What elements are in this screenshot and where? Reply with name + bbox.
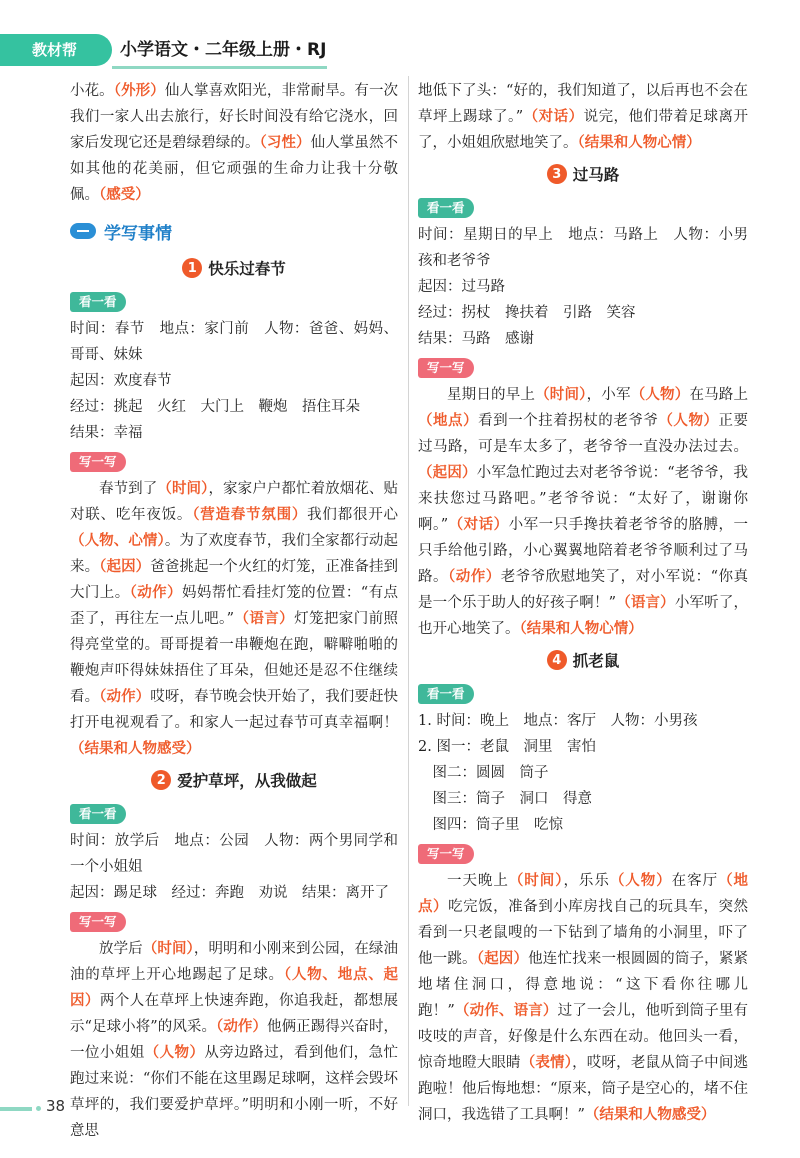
annotation-tag: （对话）: [523, 108, 584, 125]
essay-paragraph: [70, 476, 398, 762]
book-title: 小学语文・二年级上册・RJ: [120, 40, 327, 60]
text-run: 他俩正踢得兴奋时，一位小姐姐: [70, 1019, 399, 1061]
look-label: 看一看: [70, 292, 126, 312]
text-run: 小军听了，也开心地笑了。: [418, 595, 749, 637]
look-line: 2. 图一：老鼠 洞里 害怕: [418, 739, 596, 755]
annotation-tag: （人物）: [658, 412, 719, 429]
annotation-tag: （时间）: [142, 940, 194, 957]
annotation-tag: （人物、心情）: [70, 532, 165, 549]
annotation-tag: （动作）: [216, 1018, 268, 1035]
subsection-3-title: 过马路: [572, 166, 620, 184]
annotation-tag: （人物、地点、起因）: [70, 966, 399, 1009]
look-label: 看一看: [418, 198, 474, 218]
annotation-tag: （结果和人物心情）: [577, 134, 701, 151]
subsection-1-title: 快乐过春节: [208, 260, 286, 278]
intro-paragraph: [70, 78, 398, 208]
text-run: 两个人在草坪上快速奔跑，你追我赶，都想展示“足球小将”的风采。: [70, 993, 399, 1035]
annotation-tag: （结果和人物感受）: [70, 740, 201, 757]
annotation-tag: （感受）: [99, 186, 150, 203]
text-run: 一天晚上: [447, 873, 509, 889]
text-run: 吃完饭，准备到小库房找自己的玩具车，突然看到一只老鼠嗖的一下钻到了墙角的小洞里，吓了他一跳。: [418, 899, 749, 967]
text-run: 他连忙找来一根圆圆的筒子，紧紧地堵住洞口，得意地说：“这下看你往哪儿跑！”: [418, 951, 749, 1019]
annotation-tag: （时间）: [535, 386, 587, 403]
look-line: 图四：筒子里 吃惊: [418, 817, 563, 833]
subsection-2-title: 爱护草坪，从我做起: [177, 772, 317, 790]
write-label: 写一写: [70, 452, 126, 472]
annotation-tag: （地点）: [418, 872, 749, 915]
annotation-tag: （结果和人物感受）: [584, 1106, 716, 1123]
footer-dot: [36, 1106, 41, 1111]
right-column: [418, 78, 748, 1128]
look-line: 时间：放学后 地点：公园 人物：两个男同学和一个小姐姐: [70, 833, 398, 875]
look-line: 图二：圆圆 筒子: [418, 765, 549, 781]
text-run: 哎呀，春节晚会快开始了，我们要赶快打开电视观看了。和家人一起过春节可真幸福啊！: [70, 689, 399, 731]
annotation-tag: （人物）: [144, 1044, 205, 1061]
number-circle-icon: 1: [182, 258, 202, 278]
text-run: ，哎呀，老鼠从筒子中间逃跑啦！他后悔地想：“原来，筒子是空心的，堵不住洞口，我选错了工具啊！”: [418, 1055, 749, 1123]
essay-paragraph: [418, 382, 748, 642]
annotation-tag: （地点）: [418, 412, 479, 429]
text-run: 仙人掌虽然不如其他的花美丽，但它顽强的生命力让我十分敬佩。: [70, 135, 399, 203]
annotation-tag: （表情）: [520, 1054, 573, 1071]
annotation-tag: （习性）: [259, 134, 311, 151]
look-line: 1. 时间：晚上 地点：客厅 人物：小男孩: [418, 713, 698, 729]
text-run: 放学后: [99, 941, 143, 957]
text-run: 过了一会儿，他听到筒子里有吱吱的声音，好像是什么东西在动。他回头一看，惊奇地瞪大眼睛: [418, 1003, 749, 1071]
text-run: 老爷爷欣慰地笑了，对小军说：“你真是一个乐于助人的好孩子啊！”: [418, 569, 748, 611]
number-circle-icon: 3: [547, 164, 567, 184]
left-column: [70, 78, 398, 1144]
annotation-tag: （语言）: [616, 594, 675, 611]
write-label: 写一写: [418, 844, 474, 864]
page-header: [0, 34, 800, 74]
text-run: 春节到了: [99, 481, 158, 497]
write-label: 写一写: [70, 912, 126, 932]
subsection-4-header: [418, 644, 748, 676]
annotation-tag: （动作）: [129, 584, 182, 601]
look-label: 看一看: [70, 804, 126, 824]
look-line: 结果：马路 感谢: [418, 331, 534, 347]
continued-paragraph: [418, 78, 748, 156]
look-label: 看一看: [418, 684, 474, 704]
look-line: 时间：星期日的早上 地点：马路上 人物：小男孩和老爷爷: [418, 227, 748, 269]
annotation-tag: （动作）: [447, 568, 501, 585]
look-line: 结果：幸福: [70, 425, 143, 441]
look-line: 起因：欢度春节: [70, 373, 172, 389]
text-run: 我们都很开心: [307, 507, 399, 523]
text-run: 小军一只手搀扶着老爷爷的胳膊，一只手给他引路，小心翼翼地陪着老爷爷顺利过了马路。: [418, 517, 749, 585]
annotation-tag: （动作、语言）: [454, 1002, 558, 1019]
text-run: 小花。: [70, 83, 114, 99]
write-label: 写一写: [418, 358, 474, 378]
subsection-4-title: 抓老鼠: [572, 652, 620, 670]
footer-bar: [0, 1107, 32, 1111]
annotation-tag: （起因）: [476, 950, 529, 967]
section-title: 学写事情: [104, 223, 172, 244]
subsection-3-header: [418, 158, 748, 190]
look-line: 经过：拐杖 搀扶着 引路 笑容: [418, 305, 636, 321]
number-circle-icon: 2: [151, 770, 171, 790]
column-divider: [408, 76, 409, 1106]
annotation-tag: （对话）: [448, 516, 509, 533]
text-run: 小军急忙跑过去对老爷爷说：“老爷爷，我来扶您过马路吧。”老爷爷说：“太好了，谢谢你啊。”: [418, 465, 748, 533]
text-run: ，家家户户都忙着放烟花、贴对联、吃年夜饭。: [70, 481, 399, 523]
page-number: 38: [46, 1097, 66, 1115]
header-underline: [112, 66, 327, 69]
subsection-1-header: [70, 252, 398, 284]
text-run: 地低下了头：“好的，我们知道了，以后再也不会在草坪上踢球了。”: [418, 83, 748, 125]
text-run: 说完，他们带着足球离开了，小姐姐欣慰地笑了。: [418, 109, 748, 151]
annotation-tag: （起因）: [418, 464, 477, 481]
look-line: 起因：过马路: [418, 279, 505, 295]
look-line: 时间：春节 地点：家门前 人物：爸爸、妈妈、哥哥、妹妹: [70, 321, 398, 363]
section-minus-icon: [70, 223, 96, 239]
text-run: 妈妈帮忙看挂灯笼的位置：“有点歪了，再往左一点儿吧。”: [70, 585, 398, 627]
text-run: 正要过马路，可是车太多了，老爷爷一直没办法过去。: [418, 413, 749, 455]
book-badge: 教材帮: [0, 34, 112, 66]
essay-paragraph: [418, 868, 748, 1128]
text-run: ，明明和小刚来到公园，在绿油油的草坪上开心地踢起了足球。: [70, 941, 399, 983]
text-run: 星期日的早上: [447, 387, 536, 403]
number-circle-icon: 4: [547, 650, 567, 670]
text-run: 仙人掌喜欢阳光，非常耐旱。有一次我们一家人出去旅行，好长时间没有给它浇水，回家后发现它还是碧绿碧绿的。: [70, 83, 399, 151]
text-run: ，小军: [586, 387, 631, 403]
text-run: 看到一个拄着拐杖的老爷爷: [478, 413, 659, 429]
essay-paragraph: [70, 936, 398, 1144]
annotation-tag: （人物）: [630, 386, 690, 403]
text-run: 从旁边路过，看到他们，急忙跑过来说：“你们不能在这里踢足球啊，这样会毁坏草坪的，我们要爱护草坪。”明明和小刚一听，不好意思: [70, 1045, 399, 1139]
look-line: 经过：挑起 火红 大门上 鞭炮 捂住耳朵: [70, 399, 360, 415]
annotation-tag: （人物）: [609, 872, 672, 889]
annotation-tag: （营造春节氛围）: [192, 506, 308, 523]
subsection-2-header: [70, 764, 398, 796]
annotation-tag: （起因）: [99, 558, 151, 575]
text-run: 灯笼把家门前照得亮堂堂的。哥哥提着一串鞭炮在跑，噼噼啪啪的鞭炮声吓得妹妹捂住了耳朵，但她还是忍不住继续看。: [70, 611, 399, 705]
section-header: [70, 214, 398, 248]
annotation-tag: （时间）: [508, 872, 564, 889]
text-run: 爸爸挑起一个火红的灯笼，正准备挂到大门上。: [70, 559, 399, 601]
annotation-tag: （结果和人物心情）: [519, 620, 643, 637]
look-line: 图三：筒子 洞口 得意: [418, 791, 592, 807]
annotation-tag: （时间）: [157, 480, 209, 497]
annotation-tag: （动作）: [99, 688, 151, 705]
text-run: ，乐乐: [563, 873, 610, 889]
text-run: 在客厅: [671, 873, 719, 889]
look-line: 起因：踢足球 经过：奔跑 劝说 结果：离开了: [70, 885, 389, 901]
text-run: 在马路上: [689, 387, 748, 403]
annotation-tag: （外形）: [113, 82, 165, 99]
text-run: 。为了欢度春节，我们全家都行动起来。: [70, 533, 399, 575]
annotation-tag: （语言）: [234, 610, 295, 627]
